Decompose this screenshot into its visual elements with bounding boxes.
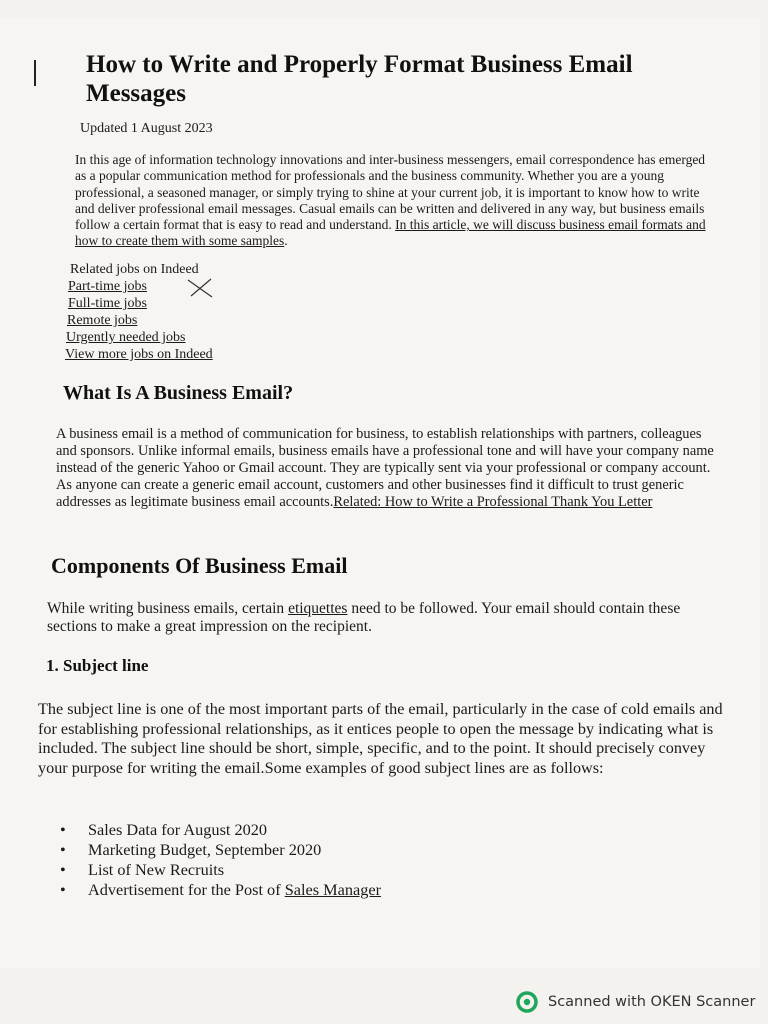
list-item bbox=[60, 880, 381, 900]
list-item bbox=[66, 329, 213, 346]
related-thank-you-link[interactable]: Related: How to Write a Professional Thank You Letter bbox=[333, 494, 653, 510]
what-body: A business email is a method of communication for business, to establish relationships with partners, colleagues and sponsors. Unlike informal emails, business emails have a professional tone and will have your company name instead of the generic Yahoo or Gmail account. They are typically sent via your professional or company account. As anyone can create a generic email account, customers and other businesses find it difficult to trust generic addresses as legitimate business email accounts. bbox=[56, 426, 714, 510]
intro-text: In this age of information technology innovations and inter-business messengers, email correspondence has emerged as a popular communication method for professionals and the business community. Whether you are a young professional, a seasoned manager, or simply trying to shine at your current job, it is important to know how to write and deliver professional email messages. Casual emails can be written and delivered in any way, but business emails follow a certain format that is easy to read and understand. bbox=[75, 152, 706, 233]
handwritten-x-mark bbox=[186, 277, 214, 299]
updated-date: Updated 1 August 2023 bbox=[80, 121, 213, 136]
article-title: How to Write and Properly Format Business Email Messages bbox=[86, 51, 633, 107]
last-example-text: Advertisement for the Post of bbox=[88, 880, 285, 899]
section-heading-subject: 1. Subject line bbox=[46, 656, 149, 675]
related-jobs-title: Related jobs on Indeed bbox=[70, 262, 199, 277]
what-paragraph bbox=[56, 426, 716, 511]
oken-scanner-logo-icon bbox=[516, 991, 538, 1013]
section-heading-components: Components Of Business Email bbox=[51, 553, 348, 578]
intro-paragraph bbox=[75, 152, 715, 250]
list-item: • Marketing Budget, September 2020 bbox=[60, 840, 381, 860]
etiquettes-link[interactable]: etiquettes bbox=[288, 600, 348, 617]
components-paragraph bbox=[47, 600, 727, 636]
link-full-time-jobs[interactable]: Full-time jobs bbox=[68, 296, 147, 311]
list-item: • Sales Data for August 2020 bbox=[60, 820, 381, 840]
intro-struck-text: In this article, we will discuss business email formats and how to create them with some samples bbox=[75, 217, 706, 249]
scanner-watermark bbox=[516, 990, 755, 1014]
link-view-more-jobs[interactable]: View more jobs on Indeed bbox=[65, 347, 213, 362]
components-body-after: need to be followed. Your email should contain these sections to make a great impression on the recipient. bbox=[47, 600, 681, 635]
link-remote-jobs[interactable]: Remote jobs bbox=[67, 313, 138, 328]
scanner-label: Scanned with OKEN Scanner bbox=[548, 994, 756, 1010]
list-item bbox=[65, 346, 213, 363]
components-body-before: While writing business emails, certain bbox=[47, 600, 289, 617]
link-urgently-needed-jobs[interactable]: Urgently needed jobs bbox=[66, 330, 186, 345]
sales-manager-link[interactable]: Sales Manager bbox=[284, 880, 381, 899]
subject-paragraph: The subject line is one of the most important parts of the email, particularly in the case of cold emails and for establishing professional relationships, as it entices people to open the message by indicating what is included. The subject line should be short, simple, specific, and to the point. It should precisely convey your purpose for writing the email.Some examples of good subject lines are as follows: bbox=[38, 700, 723, 777]
pen-mark bbox=[34, 60, 36, 86]
intro-end: . bbox=[284, 233, 288, 249]
section-heading-what: What Is A Business Email? bbox=[63, 382, 294, 404]
list-item bbox=[67, 312, 213, 329]
list-item: • List of New Recruits bbox=[60, 860, 381, 880]
subject-examples-list bbox=[60, 820, 381, 900]
link-part-time-jobs[interactable]: Part-time jobs bbox=[68, 279, 147, 294]
